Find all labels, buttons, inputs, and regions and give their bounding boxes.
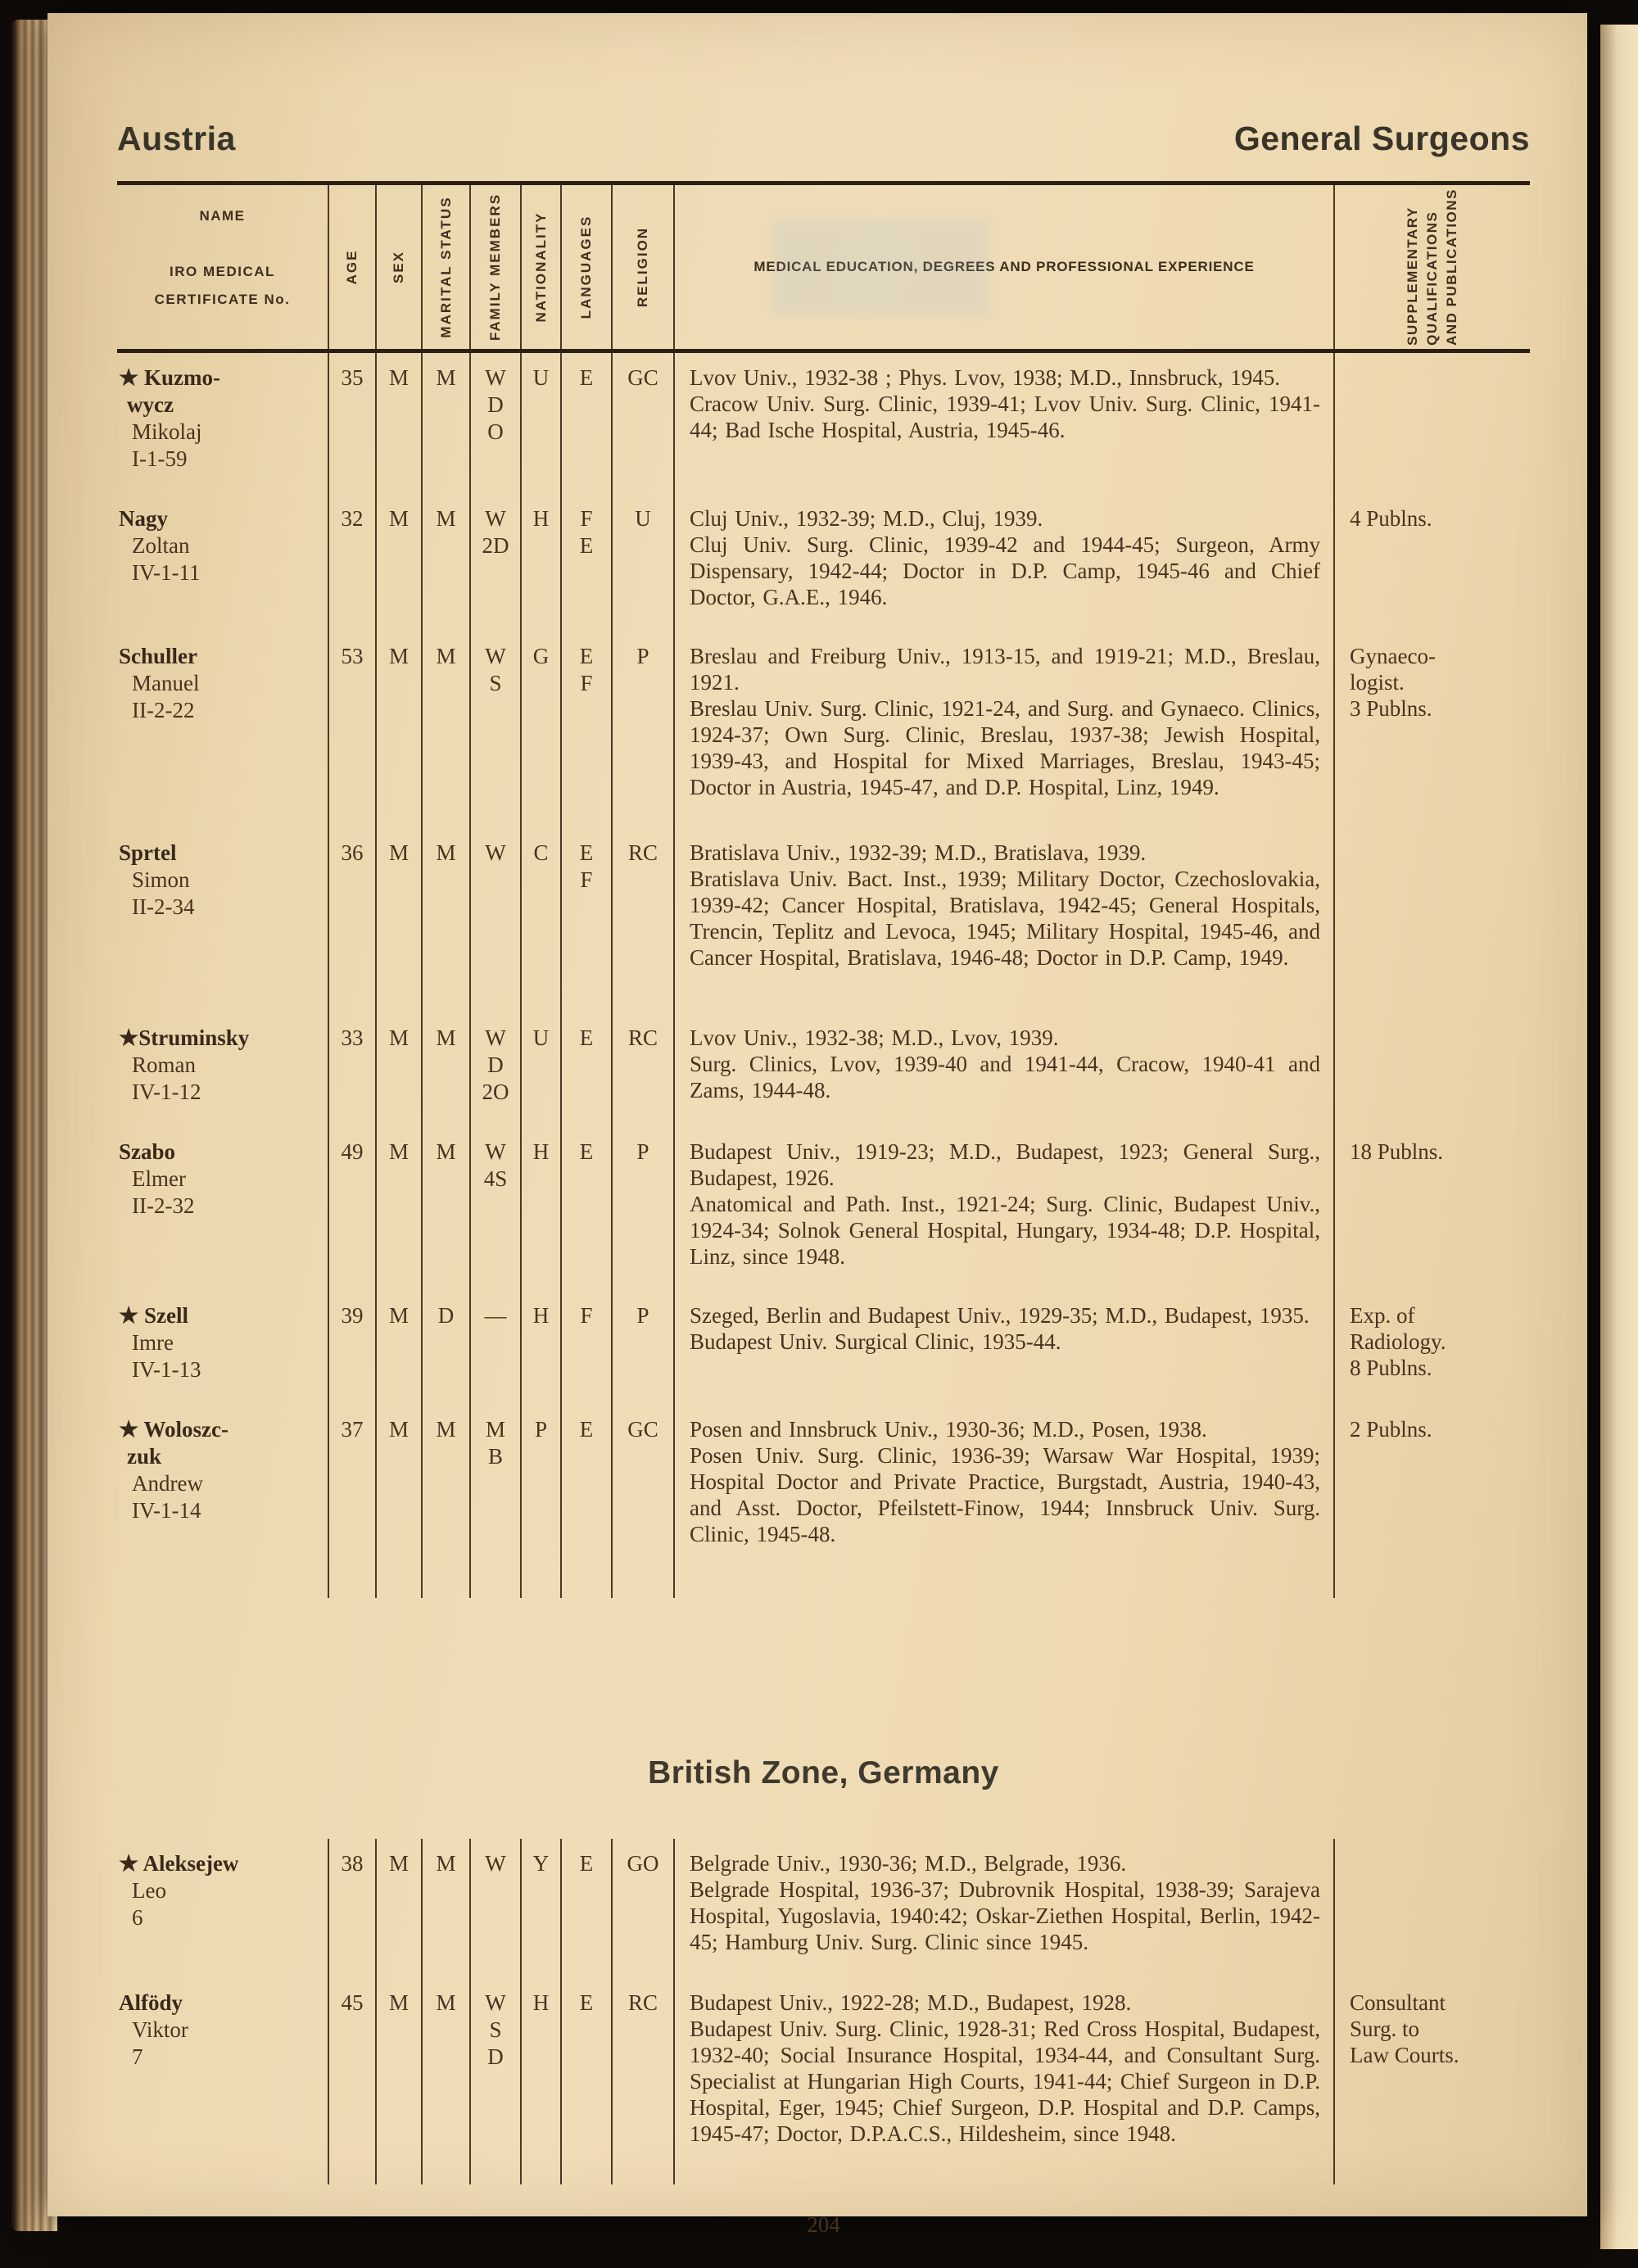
languages-cell <box>560 1978 611 2184</box>
family-members-cell <box>469 1405 520 1598</box>
certificate-number: II-2-32 <box>132 1193 195 1218</box>
sex-cell: M <box>375 353 421 494</box>
certificate-number: II-2-34 <box>132 894 195 919</box>
family-members-cell <box>469 353 520 494</box>
header-education-column <box>673 185 1333 349</box>
age-cell: 33 <box>328 1013 375 1127</box>
supplementary-line: 8 Publns. <box>1350 1356 1432 1380</box>
header-supplementary-line1: SUPPLEMENTARY <box>1405 206 1420 346</box>
experience-paragraph: Budapest Univ. Surg. Clinic, 1928-31; Red Cross Hospital, Budapest, 1932-40; Social Insurance Hospital, 1934-44, and Consultant Surg. Specialist at Hungarian High Courts, 1941-44; Chief Surgeon in D.P. Hospital, Eger, 1945; Chief Surgeon, D.P. Hospital and D.P. Camps, 1945-47; Doctor, D.P.A.C.S., Hildesheim, since 1948. <box>690 2017 1320 2146</box>
languages-cell <box>560 632 611 828</box>
family-members-cell <box>469 828 520 1013</box>
experience-paragraph: Cluj Univ. Surg. Clinic, 1939-42 and 1944-45; Surgeon, Army Dispensary, 1942-44; Doctor in D.P. Camp, 1945-46 and Chief Doctor, G.A.E., 1946. <box>690 532 1320 609</box>
surname: Alfödy <box>119 1990 183 2015</box>
supplementary-cell <box>1333 632 1530 828</box>
religion-cell: RC <box>611 1978 673 2184</box>
education-cell <box>673 1978 1333 2184</box>
supplementary-line: Law Courts. <box>1350 2043 1459 2067</box>
languages-cell <box>560 1013 611 1127</box>
austria-table <box>117 181 1530 1598</box>
language-line: F <box>580 1303 593 1328</box>
table-row <box>117 1839 1530 1978</box>
experience-paragraph: Cracow Univ. Surg. Clinic, 1939-41; Lvov Univ. Surg. Clinic, 1941-44; Bad Ische Hospital, Austria, 1945-46. <box>690 392 1320 442</box>
age-cell: 45 <box>328 1978 375 2184</box>
surname: ★ Szell <box>119 1303 188 1328</box>
supplementary-line: Consultant <box>1350 1990 1446 2015</box>
family-members-line: 4S <box>483 1166 508 1191</box>
nationality-cell: H <box>520 1127 560 1291</box>
nationality-cell: H <box>520 494 560 632</box>
religion-cell: P <box>611 632 673 828</box>
family-members-line: B <box>487 1444 503 1469</box>
age-cell: 38 <box>328 1839 375 1978</box>
page-show-through <box>773 218 989 316</box>
education-paragraph: Szeged, Berlin and Budapest Univ., 1929-35; M.D., Budapest, 1935. <box>690 1303 1310 1328</box>
marital-status-cell: M <box>421 828 469 1013</box>
header-religion-label: RELIGION <box>635 226 650 308</box>
age-cell: 39 <box>328 1291 375 1405</box>
nationality-cell: U <box>520 1013 560 1127</box>
family-members-line: 2O <box>482 1080 509 1104</box>
education-cell <box>673 1405 1333 1598</box>
education-paragraph: Posen and Innsbruck Univ., 1930-36; M.D., Posen, 1938. <box>690 1417 1207 1442</box>
experience-paragraph: Belgrade Hospital, 1936-37; Dubrovnik Hospital, 1938-39; Sarajeva Hospital, Yugoslavia, 1940:42; Oskar-Ziethen Hospital, Berlin, 1942-45; Hamburg Univ. Surg. Clinic since 1945. <box>690 1877 1320 1954</box>
education-cell <box>673 353 1333 494</box>
table-row <box>117 1127 1530 1291</box>
name-cell <box>117 1839 328 1978</box>
surname: Szabo <box>119 1139 176 1164</box>
table-row <box>117 1013 1530 1127</box>
nationality-cell: P <box>520 1405 560 1598</box>
religion-cell: GO <box>611 1839 673 1978</box>
sex-cell: M <box>375 632 421 828</box>
education-cell <box>673 632 1333 828</box>
religion-cell: P <box>611 1291 673 1405</box>
next-page-sliver <box>1600 25 1638 2249</box>
language-line: F <box>580 671 593 695</box>
supplementary-cell <box>1333 1978 1530 2184</box>
education-cell <box>673 1013 1333 1127</box>
language-line: E <box>579 533 594 558</box>
education-paragraph: Breslau and Freiburg Univ., 1913-15, and 1919-21; M.D., Breslau, 1921. <box>690 644 1320 695</box>
header-family-members-label: FAMILY MEMBERS <box>487 192 503 342</box>
given-name: Manuel <box>132 671 200 695</box>
marital-status-cell: D <box>421 1291 469 1405</box>
supplementary-line: logist. <box>1350 670 1405 695</box>
header-supplementary-column <box>1333 185 1530 349</box>
language-line: E <box>579 840 594 865</box>
header-age-column <box>328 185 375 349</box>
age-cell: 36 <box>328 828 375 1013</box>
nationality-cell: H <box>520 1978 560 2184</box>
table-row <box>117 494 1530 632</box>
languages-cell <box>560 353 611 494</box>
sex-cell: M <box>375 1291 421 1405</box>
family-members-line: S <box>489 2017 502 2042</box>
language-line: E <box>579 1139 594 1164</box>
family-members-cell <box>469 1013 520 1127</box>
supplementary-line: 2 Publns. <box>1350 1417 1432 1442</box>
sex-cell: M <box>375 1839 421 1978</box>
age-cell: 37 <box>328 1405 375 1598</box>
supplementary-cell <box>1333 1839 1530 1978</box>
surname: Sprtel <box>119 840 177 865</box>
religion-cell: GC <box>611 353 673 494</box>
header-education-label: MEDICAL EDUCATION, DEGREES AND PROFESSIONAL EXPERIENCE <box>753 259 1255 274</box>
family-members-line: D <box>487 392 504 417</box>
marital-status-cell: M <box>421 1839 469 1978</box>
certificate-number: 6 <box>132 1905 143 1930</box>
supplementary-cell <box>1333 494 1530 632</box>
family-members-cell <box>469 1127 520 1291</box>
british-zone-rows <box>117 1839 1530 2184</box>
surname: ★ Kuzmo- <box>119 365 220 390</box>
family-members-line: 2D <box>482 533 509 558</box>
education-cell <box>673 828 1333 1013</box>
country-heading: Austria <box>117 120 236 157</box>
name-cell <box>117 1405 328 1598</box>
family-members-line: O <box>487 419 504 444</box>
supplementary-line: 18 Publns. <box>1350 1139 1444 1164</box>
given-name: Roman <box>132 1053 196 1077</box>
family-members-cell <box>469 1291 520 1405</box>
table-row <box>117 1405 1530 1598</box>
given-name: Simon <box>132 867 190 892</box>
marital-status-cell: M <box>421 353 469 494</box>
nationality-cell: G <box>520 632 560 828</box>
sex-cell: M <box>375 828 421 1013</box>
religion-cell: RC <box>611 828 673 1013</box>
supplementary-cell <box>1333 1013 1530 1127</box>
certificate-number: IV-1-12 <box>132 1080 201 1104</box>
education-paragraph: Budapest Univ., 1922-28; M.D., Budapest, 1928. <box>690 1990 1132 2015</box>
surname: Nagy <box>119 506 168 531</box>
certificate-number: IV-1-11 <box>132 560 201 585</box>
given-name: Andrew <box>132 1471 203 1496</box>
family-members-line: W <box>485 1851 506 1876</box>
certificate-number: II-2-22 <box>132 698 195 722</box>
nationality-cell: C <box>520 828 560 1013</box>
sex-cell: M <box>375 1405 421 1598</box>
family-members-line: W <box>485 644 506 668</box>
age-cell: 35 <box>328 353 375 494</box>
supplementary-line: Exp. of <box>1350 1303 1415 1328</box>
profession-heading: General Surgeons <box>1233 120 1530 157</box>
sex-cell: M <box>375 1978 421 2184</box>
family-members-line: D <box>487 1053 504 1077</box>
header-languages-label: LANGUAGES <box>578 215 594 319</box>
austria-rows <box>117 353 1530 1598</box>
education-cell <box>673 494 1333 632</box>
education-paragraph: Bratislava Univ., 1932-39; M.D., Bratislava, 1939. <box>690 840 1147 865</box>
supplementary-cell <box>1333 1291 1530 1405</box>
given-name: Imre <box>132 1330 174 1355</box>
supplementary-line: Surg. to <box>1350 2017 1420 2041</box>
family-members-line: W <box>485 1025 506 1050</box>
family-members-cell <box>469 632 520 828</box>
family-members-cell <box>469 1839 520 1978</box>
surname: Schuller <box>119 644 198 668</box>
education-paragraph: Budapest Univ., 1919-23; M.D., Budapest, 1923; General Surg., Budapest, 1926. <box>690 1139 1320 1190</box>
family-members-line: D <box>487 2044 504 2069</box>
supplementary-cell <box>1333 1405 1530 1598</box>
language-line: E <box>579 1025 594 1050</box>
header-family-members-column <box>469 185 520 349</box>
header-languages-column <box>560 185 611 349</box>
surname-continued: zuk <box>127 1444 162 1469</box>
header-marital-status-label: MARITAL STATUS <box>437 196 454 338</box>
education-paragraph: Lvov Univ., 1932-38 ; Phys. Lvov, 1938; M.D., Innsbruck, 1945. <box>690 365 1280 390</box>
language-line: E <box>579 644 594 668</box>
section-heading: British Zone, Germany <box>648 1755 999 1790</box>
languages-cell <box>560 1127 611 1291</box>
marital-status-cell: M <box>421 1978 469 2184</box>
education-paragraph: Belgrade Univ., 1930-36; M.D., Belgrade, 1936. <box>690 1851 1127 1876</box>
header-sex-column <box>375 185 421 349</box>
family-members-line: W <box>485 365 506 390</box>
directory-page <box>48 13 1587 2237</box>
experience-paragraph: Anatomical and Path. Inst., 1921-24; Surg. Clinic, Budapest Univ., 1924-34; Solnok General Hospital, Hungary, 1934-48; D.P. Hospital, Linz, since 1948. <box>690 1192 1320 1269</box>
age-cell: 32 <box>328 494 375 632</box>
certificate-number: IV-1-14 <box>132 1498 201 1523</box>
language-line: E <box>579 1417 594 1442</box>
education-cell <box>673 1839 1333 1978</box>
header-marital-status-column <box>421 185 469 349</box>
table-row <box>117 1978 1530 2184</box>
languages-cell <box>560 1291 611 1405</box>
family-members-line: W <box>485 840 506 865</box>
name-cell <box>117 828 328 1013</box>
certificate-number: I-1-59 <box>132 446 188 471</box>
marital-status-cell: M <box>421 1405 469 1598</box>
education-paragraph: Cluj Univ., 1932-39; M.D., Cluj, 1939. <box>690 506 1043 531</box>
page-inner <box>48 13 1587 2238</box>
education-cell <box>673 1291 1333 1405</box>
languages-cell <box>560 1405 611 1598</box>
experience-paragraph: Budapest Univ. Surgical Clinic, 1935-44. <box>690 1329 1061 1354</box>
age-cell: 53 <box>328 632 375 828</box>
name-cell <box>117 1013 328 1127</box>
masthead <box>117 120 1530 158</box>
header-sex-label: SEX <box>391 250 406 284</box>
header-supplementary-line2: QUALIFICATIONS <box>1424 211 1440 346</box>
languages-cell <box>560 1839 611 1978</box>
header-nationality-label: NATIONALITY <box>532 211 549 323</box>
family-members-line: S <box>489 671 502 695</box>
header-age-label: AGE <box>344 249 360 285</box>
supplementary-line: Radiology. <box>1350 1329 1446 1354</box>
family-members-line: W <box>485 1139 506 1164</box>
nationality-cell: Y <box>520 1839 560 1978</box>
family-members-line: M <box>485 1417 505 1442</box>
certificate-number: 7 <box>132 2044 143 2069</box>
language-line: E <box>579 1990 594 2015</box>
header-certificate-label: CERTIFICATE No. <box>154 292 291 307</box>
sex-cell: M <box>375 1013 421 1127</box>
age-cell: 49 <box>328 1127 375 1291</box>
family-members-line: W <box>485 506 506 531</box>
header-nationality-column <box>520 185 560 349</box>
header-religion-column <box>611 185 673 349</box>
supplementary-line: Gynaeco- <box>1350 644 1436 668</box>
certificate-number: IV-1-13 <box>132 1357 201 1382</box>
supplementary-line: 3 Publns. <box>1350 696 1432 721</box>
name-cell <box>117 353 328 494</box>
religion-cell: P <box>611 1127 673 1291</box>
nationality-cell: H <box>520 1291 560 1405</box>
table-row <box>117 828 1530 1013</box>
supplementary-cell <box>1333 1127 1530 1291</box>
education-cell <box>673 1127 1333 1291</box>
header-name-label: NAME <box>199 208 246 224</box>
experience-paragraph: Posen Univ. Surg. Clinic, 1936-39; Warsaw War Hospital, 1939; Hospital Doctor and Private Practice, Burgstadt, Austria, 1940-43, and Asst. Doctor, Pfeilstett-Finow, 1944; Innsbruck Univ. Surg. Clinic, 1945-48. <box>690 1443 1320 1546</box>
experience-paragraph: Breslau Univ. Surg. Clinic, 1921-24, and Surg. and Gynaeco. Clinics, 1924-37; Own Surg. Clinic, Breslau, 1937-38; Jewish Hospital, 1939-43, and Hospital for Mixed Marriages, Breslau, 1943-45; Doctor in Austria, 1945-47, and D.P. Hospital, Linz, 1949. <box>690 696 1320 799</box>
family-members-cell <box>469 494 520 632</box>
language-line: E <box>579 365 594 390</box>
religion-cell: U <box>611 494 673 632</box>
table-row <box>117 353 1530 494</box>
table-row <box>117 632 1530 828</box>
given-name: Viktor <box>132 2017 188 2042</box>
surname-continued: wycz <box>127 392 174 417</box>
surname: ★ Aleksejew <box>119 1851 239 1876</box>
header-name-column <box>117 185 328 349</box>
marital-status-cell: M <box>421 1013 469 1127</box>
supplementary-cell <box>1333 353 1530 494</box>
page-number: 204 <box>807 2212 840 2237</box>
british-zone-table <box>117 1839 1530 2184</box>
education-paragraph: Lvov Univ., 1932-38; M.D., Lvov, 1939. <box>690 1025 1059 1050</box>
given-name: Mikolaj <box>132 419 202 444</box>
language-line: E <box>579 1851 594 1876</box>
name-cell <box>117 494 328 632</box>
languages-cell <box>560 828 611 1013</box>
table-row <box>117 1291 1530 1405</box>
supplementary-cell <box>1333 828 1530 1013</box>
given-name: Zoltan <box>132 533 190 558</box>
surname: ★ Woloszc- <box>119 1417 229 1442</box>
table-header-row <box>117 181 1530 353</box>
supplementary-line: 4 Publns. <box>1350 506 1432 531</box>
religion-cell: RC <box>611 1013 673 1127</box>
marital-status-cell: M <box>421 632 469 828</box>
marital-status-cell: M <box>421 494 469 632</box>
family-members-line: — <box>484 1303 507 1328</box>
given-name: Elmer <box>132 1166 186 1191</box>
header-supplementary-label <box>1403 188 1462 346</box>
experience-paragraph: Surg. Clinics, Lvov, 1939-40 and 1941-44, Cracow, 1940-41 and Zams, 1944-48. <box>690 1052 1320 1102</box>
language-line: F <box>580 506 593 531</box>
sex-cell: M <box>375 1127 421 1291</box>
experience-paragraph: Bratislava Univ. Bact. Inst., 1939; Military Doctor, Czechoslovakia, 1939-42; Cancer Hospital, Bratislava, 1942-45; General Hospitals, Trencin, Teplitz and Levoca, 1945; Military Hospital, 1945-46, and Cancer Hospital, Bratislava, 1946-48; Doctor in D.P. Camp, 1949. <box>690 867 1320 970</box>
nationality-cell: U <box>520 353 560 494</box>
given-name: Leo <box>132 1878 166 1903</box>
name-cell <box>117 1291 328 1405</box>
languages-cell <box>560 494 611 632</box>
marital-status-cell: M <box>421 1127 469 1291</box>
header-supplementary-line3: AND PUBLICATIONS <box>1444 188 1459 346</box>
family-members-cell <box>469 1978 520 2184</box>
header-iro-medical-label: IRO MEDICAL <box>170 264 275 279</box>
name-cell <box>117 1127 328 1291</box>
surname: ★Struminsky <box>119 1025 250 1050</box>
name-cell <box>117 632 328 828</box>
name-cell <box>117 1978 328 2184</box>
family-members-line: W <box>485 1990 506 2015</box>
sex-cell: M <box>375 494 421 632</box>
language-line: F <box>580 867 593 892</box>
religion-cell: GC <box>611 1405 673 1598</box>
